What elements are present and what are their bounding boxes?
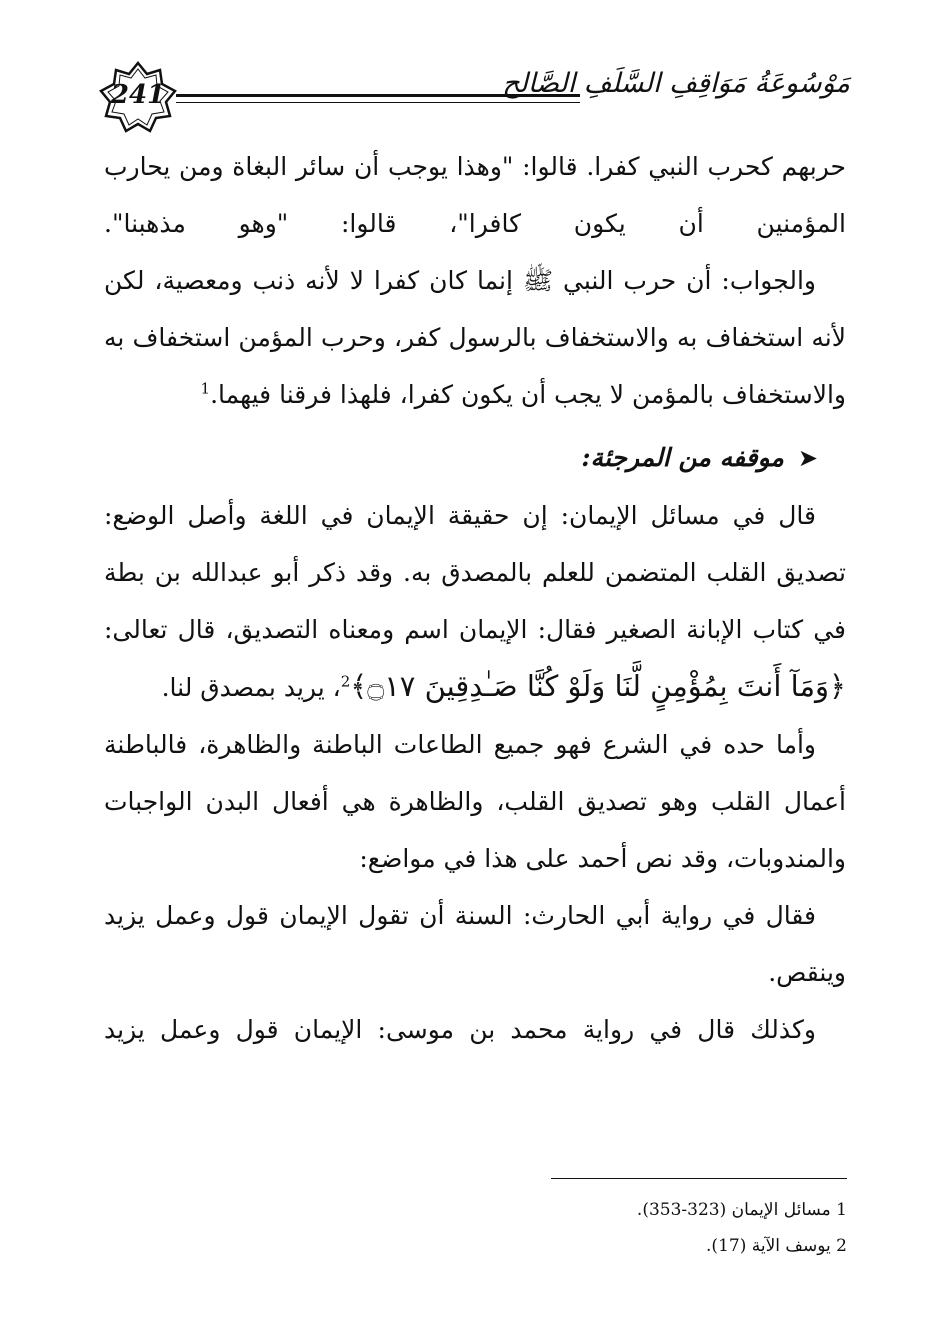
footnote-1 bbox=[427, 1192, 847, 1228]
body-text bbox=[104, 138, 846, 1058]
section-heading-text: موقفه من المرجئة: bbox=[581, 443, 784, 472]
header-rule-thin bbox=[176, 102, 580, 103]
page-number: 241 bbox=[110, 80, 166, 110]
footnote-text: يوسف الآية (17). bbox=[706, 1236, 831, 1256]
paragraph-5: فقال في رواية أبي الحارث: السنة أن تقول الإيمان قول وعمل يزيد وينقص. bbox=[104, 901, 846, 987]
paragraph-3 bbox=[104, 487, 846, 716]
paragraph-2-text: والجواب: أن حرب النبي ﷺ إنما كان كفرا لا لأنه ذنب ومعصية، لكن لأنه استخفاف به والاستخفاف بالرسول كفر، وحرب المؤمن استخفاف به والاستخفاف بالمؤمن لا يجب أن يكون كفرا، فلهذا فرقنا فيهما. bbox=[104, 266, 846, 409]
paragraph-3-text: قال في مسائل الإيمان: إن حقيقة الإيمان في اللغة وأصل الوضع: تصديق القلب المتضمن للعلم بالمصدق به. وقد ذكر أبو عبدالله بن بطة في كتاب الإبانة الصغير فقال: الإيمان اسم ومعناه التصديق، قال تعالى: bbox=[104, 501, 846, 644]
footnote-ref-2: 2 bbox=[340, 672, 351, 691]
page-header bbox=[98, 60, 850, 136]
paragraph-3-tail: ، يريد بمصدق لنا. bbox=[161, 673, 341, 702]
book-title: مَوْسُوعَةُ مَوَاقِفِ السَّلَفِ الصَّالِح bbox=[502, 68, 850, 99]
footnote-ref-1: 1 bbox=[200, 379, 211, 398]
paragraph-2 bbox=[104, 252, 846, 423]
footnote-text: مسائل الإيمان (323-353). bbox=[636, 1200, 831, 1220]
quran-verse: ﴿وَمَآ أَنتَ بِمُؤْمِنٍ لَّنَا وَلَوْ كُنَّا صَـٰدِقِينَ ۝١٧﴾ bbox=[350, 669, 846, 703]
footnote-number: 2 bbox=[836, 1236, 847, 1256]
arrowhead-bullet-icon: ➤ bbox=[797, 444, 818, 472]
section-heading bbox=[104, 429, 846, 487]
footnotes bbox=[427, 1192, 847, 1264]
footnote-2 bbox=[427, 1228, 847, 1264]
footnote-number: 1 bbox=[836, 1200, 847, 1220]
paragraph-1: حربهم كحرب النبي كفرا. قالوا: "وهذا يوجب أن سائر البغاة ومن يحارب المؤمنين أن يكون كافرا"، قالوا: "وهو مذهبنا". bbox=[104, 152, 846, 238]
footnote-separator bbox=[551, 1178, 847, 1179]
paragraph-6: وكذلك قال في رواية محمد بن موسى: الإيمان قول وعمل يزيد bbox=[104, 1015, 816, 1044]
page-number-badge bbox=[98, 60, 178, 136]
paragraph-4: وأما حده في الشرع فهو جميع الطاعات الباطنة والظاهرة، فالباطنة أعمال القلب وهو تصديق القلب، والظاهرة هي أفعال البدن الواجبات والمندوبات، وقد نص أحمد على هذا في مواضع: bbox=[104, 730, 846, 873]
